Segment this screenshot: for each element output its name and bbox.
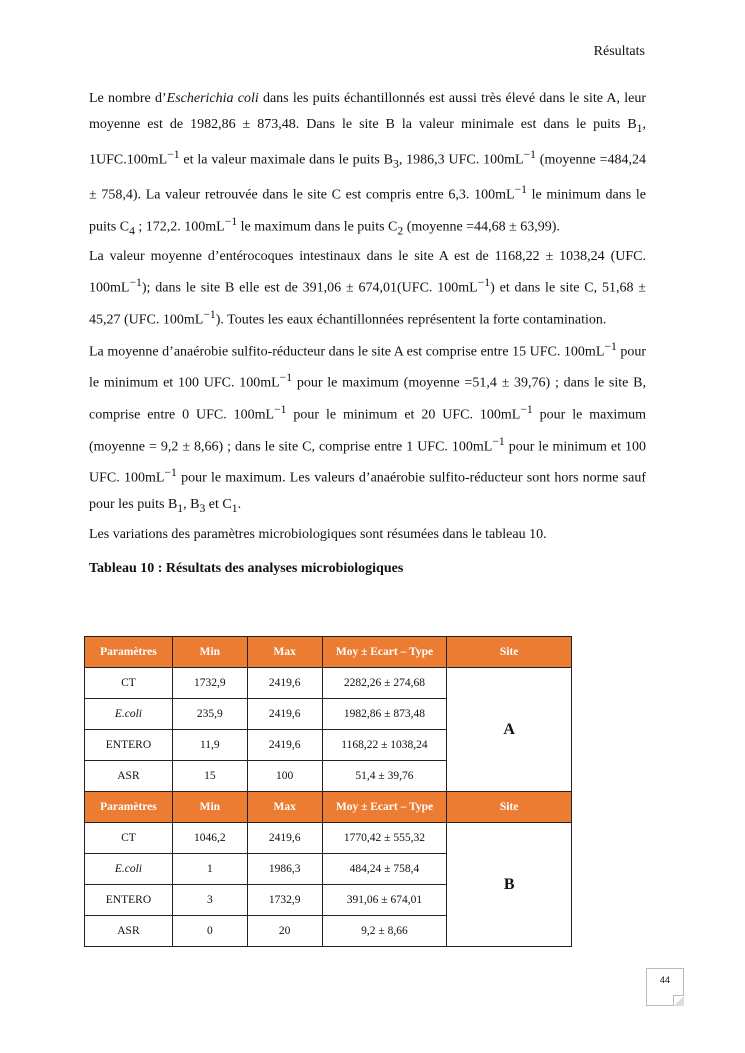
paragraph-enterocoques: La valeur moyenne d’entérocoques intestinaux dans le site A est de 1168,22 ± 1038,24 (UFC. $100mL^{-1}$); dans le site B elle est de 391,06 ± 674,01(UFC. $100mL^{-1}$) et dans le site C, 51,68 ± 45,27 (UFC. $100mL^{-1}$). Toutes les eaux échantillonnées représentent la forte contamination. <box>89 249 646 328</box>
table-cell: 2419,6 <box>247 699 322 730</box>
table-cell: 1770,42 ± 555,32 <box>322 823 447 854</box>
column-header: Min <box>172 637 247 668</box>
table-cell: 1168,22 ± 1038,24 <box>322 730 447 761</box>
species-name: E.coli <box>114 863 143 875</box>
table-cell: 1732,9 <box>172 668 247 699</box>
column-header: Paramètres <box>85 792 173 823</box>
table-header-row <box>85 637 572 668</box>
table-cell: 9,2 ± 8,66 <box>322 916 447 947</box>
column-header: Site <box>447 792 572 823</box>
table-row <box>85 668 572 699</box>
table-cell: ENTERO <box>85 885 173 916</box>
table-cell: 484,24 ± 758,4 <box>322 854 447 885</box>
body-text <box>89 86 646 548</box>
table-cell: 3 <box>172 885 247 916</box>
running-header: Résultats <box>593 44 645 59</box>
table-cell: 2282,26 ± 274,68 <box>322 668 447 699</box>
table-cell: 2419,6 <box>247 668 322 699</box>
table-cell <box>85 699 173 730</box>
site-label: B <box>447 823 572 947</box>
table-cell: 2419,6 <box>247 823 322 854</box>
table-cell: 391,06 ± 674,01 <box>322 885 447 916</box>
site-label: A <box>447 668 572 792</box>
table-cell: 1046,2 <box>172 823 247 854</box>
table-cell: 51,4 ± 39,76 <box>322 761 447 792</box>
table-cell <box>85 854 173 885</box>
paragraph-asr: La moyenne d’anaérobie sulfito-réducteur dans le site A est comprise entre 15 UFC. $100mL^{-1}$ pour le minimum et 100 UFC. $100mL^{-1}$ pour le maximum (moyenne =51,4 ± 39,76) ; dans le site B, comprise entre 0 UFC. $100mL^{-1}$ pour le minimum et 20 UFC. $100mL^{-1}$ pour le maximum (moyenne = 9,2 ± 8,66) ; dans le site C, comprise entre 1 UFC. $100mL^{-1}$ pour le minimum et 100 UFC. $100mL^{-1}$ pour le maximum. Les valeurs d’anaérobie sulfito-réducteur sont hors norme sauf pour les puits $B_1$, $B_3$ et $C_1$. <box>89 339 646 515</box>
table-header-row <box>85 792 572 823</box>
page-number: 44 <box>646 968 684 1006</box>
species-name: E.coli <box>114 708 143 720</box>
table-cell: 100 <box>247 761 322 792</box>
table-cell: 15 <box>172 761 247 792</box>
column-header: Moy ± Ecart – Type <box>322 637 447 668</box>
table-cell: 20 <box>247 916 322 947</box>
column-header: Moy ± Ecart – Type <box>322 792 447 823</box>
paragraph-ecoli: Le nombre d’Escherichia coli dans les puits échantillonnés est aussi très élevé dans le site A, leur moyenne est de 1982,86 ± 873,48. Dans le site B la valeur minimale est dans le puits $B_1$, $1UFC.100mL^{-1}$ et la valeur maximale dans le puits $B_3$, 1986,3 UFC. $100mL^{-1}$ (moyenne =484,24 ± 758,4). La valeur retrouvée dans le site C est compris entre 6,3. $100mL^{-1}$ le minimum dans le puits $C_4$ ; 172,2. $100mL^{-1}$ le maximum dans le puits $C_2$ (moyenne =44,68 ± 63,99). <box>89 91 647 238</box>
table-cell: 2419,6 <box>247 730 322 761</box>
table-cell: CT <box>85 823 173 854</box>
column-header: Paramètres <box>85 637 173 668</box>
table-cell: 1982,86 ± 873,48 <box>322 699 447 730</box>
table-cell: 1732,9 <box>247 885 322 916</box>
table-cell: 1986,3 <box>247 854 322 885</box>
table-cell: ENTERO <box>85 730 173 761</box>
column-header: Min <box>172 792 247 823</box>
results-table <box>84 636 572 947</box>
paragraph-summary: Les variations des paramètres microbiologiques sont résumées dans le tableau 10. <box>89 526 547 542</box>
column-header: Max <box>247 637 322 668</box>
table-cell: 1 <box>172 854 247 885</box>
table-cell: 11,9 <box>172 730 247 761</box>
table-caption: Tableau 10 : Résultats des analyses microbiologiques <box>89 561 404 576</box>
table-cell: ASR <box>85 761 173 792</box>
column-header: Site <box>447 637 572 668</box>
table-cell: CT <box>85 668 173 699</box>
table-row <box>85 823 572 854</box>
table-cell: 235,9 <box>172 699 247 730</box>
table-cell: ASR <box>85 916 173 947</box>
table-cell: 0 <box>172 916 247 947</box>
column-header: Max <box>247 792 322 823</box>
